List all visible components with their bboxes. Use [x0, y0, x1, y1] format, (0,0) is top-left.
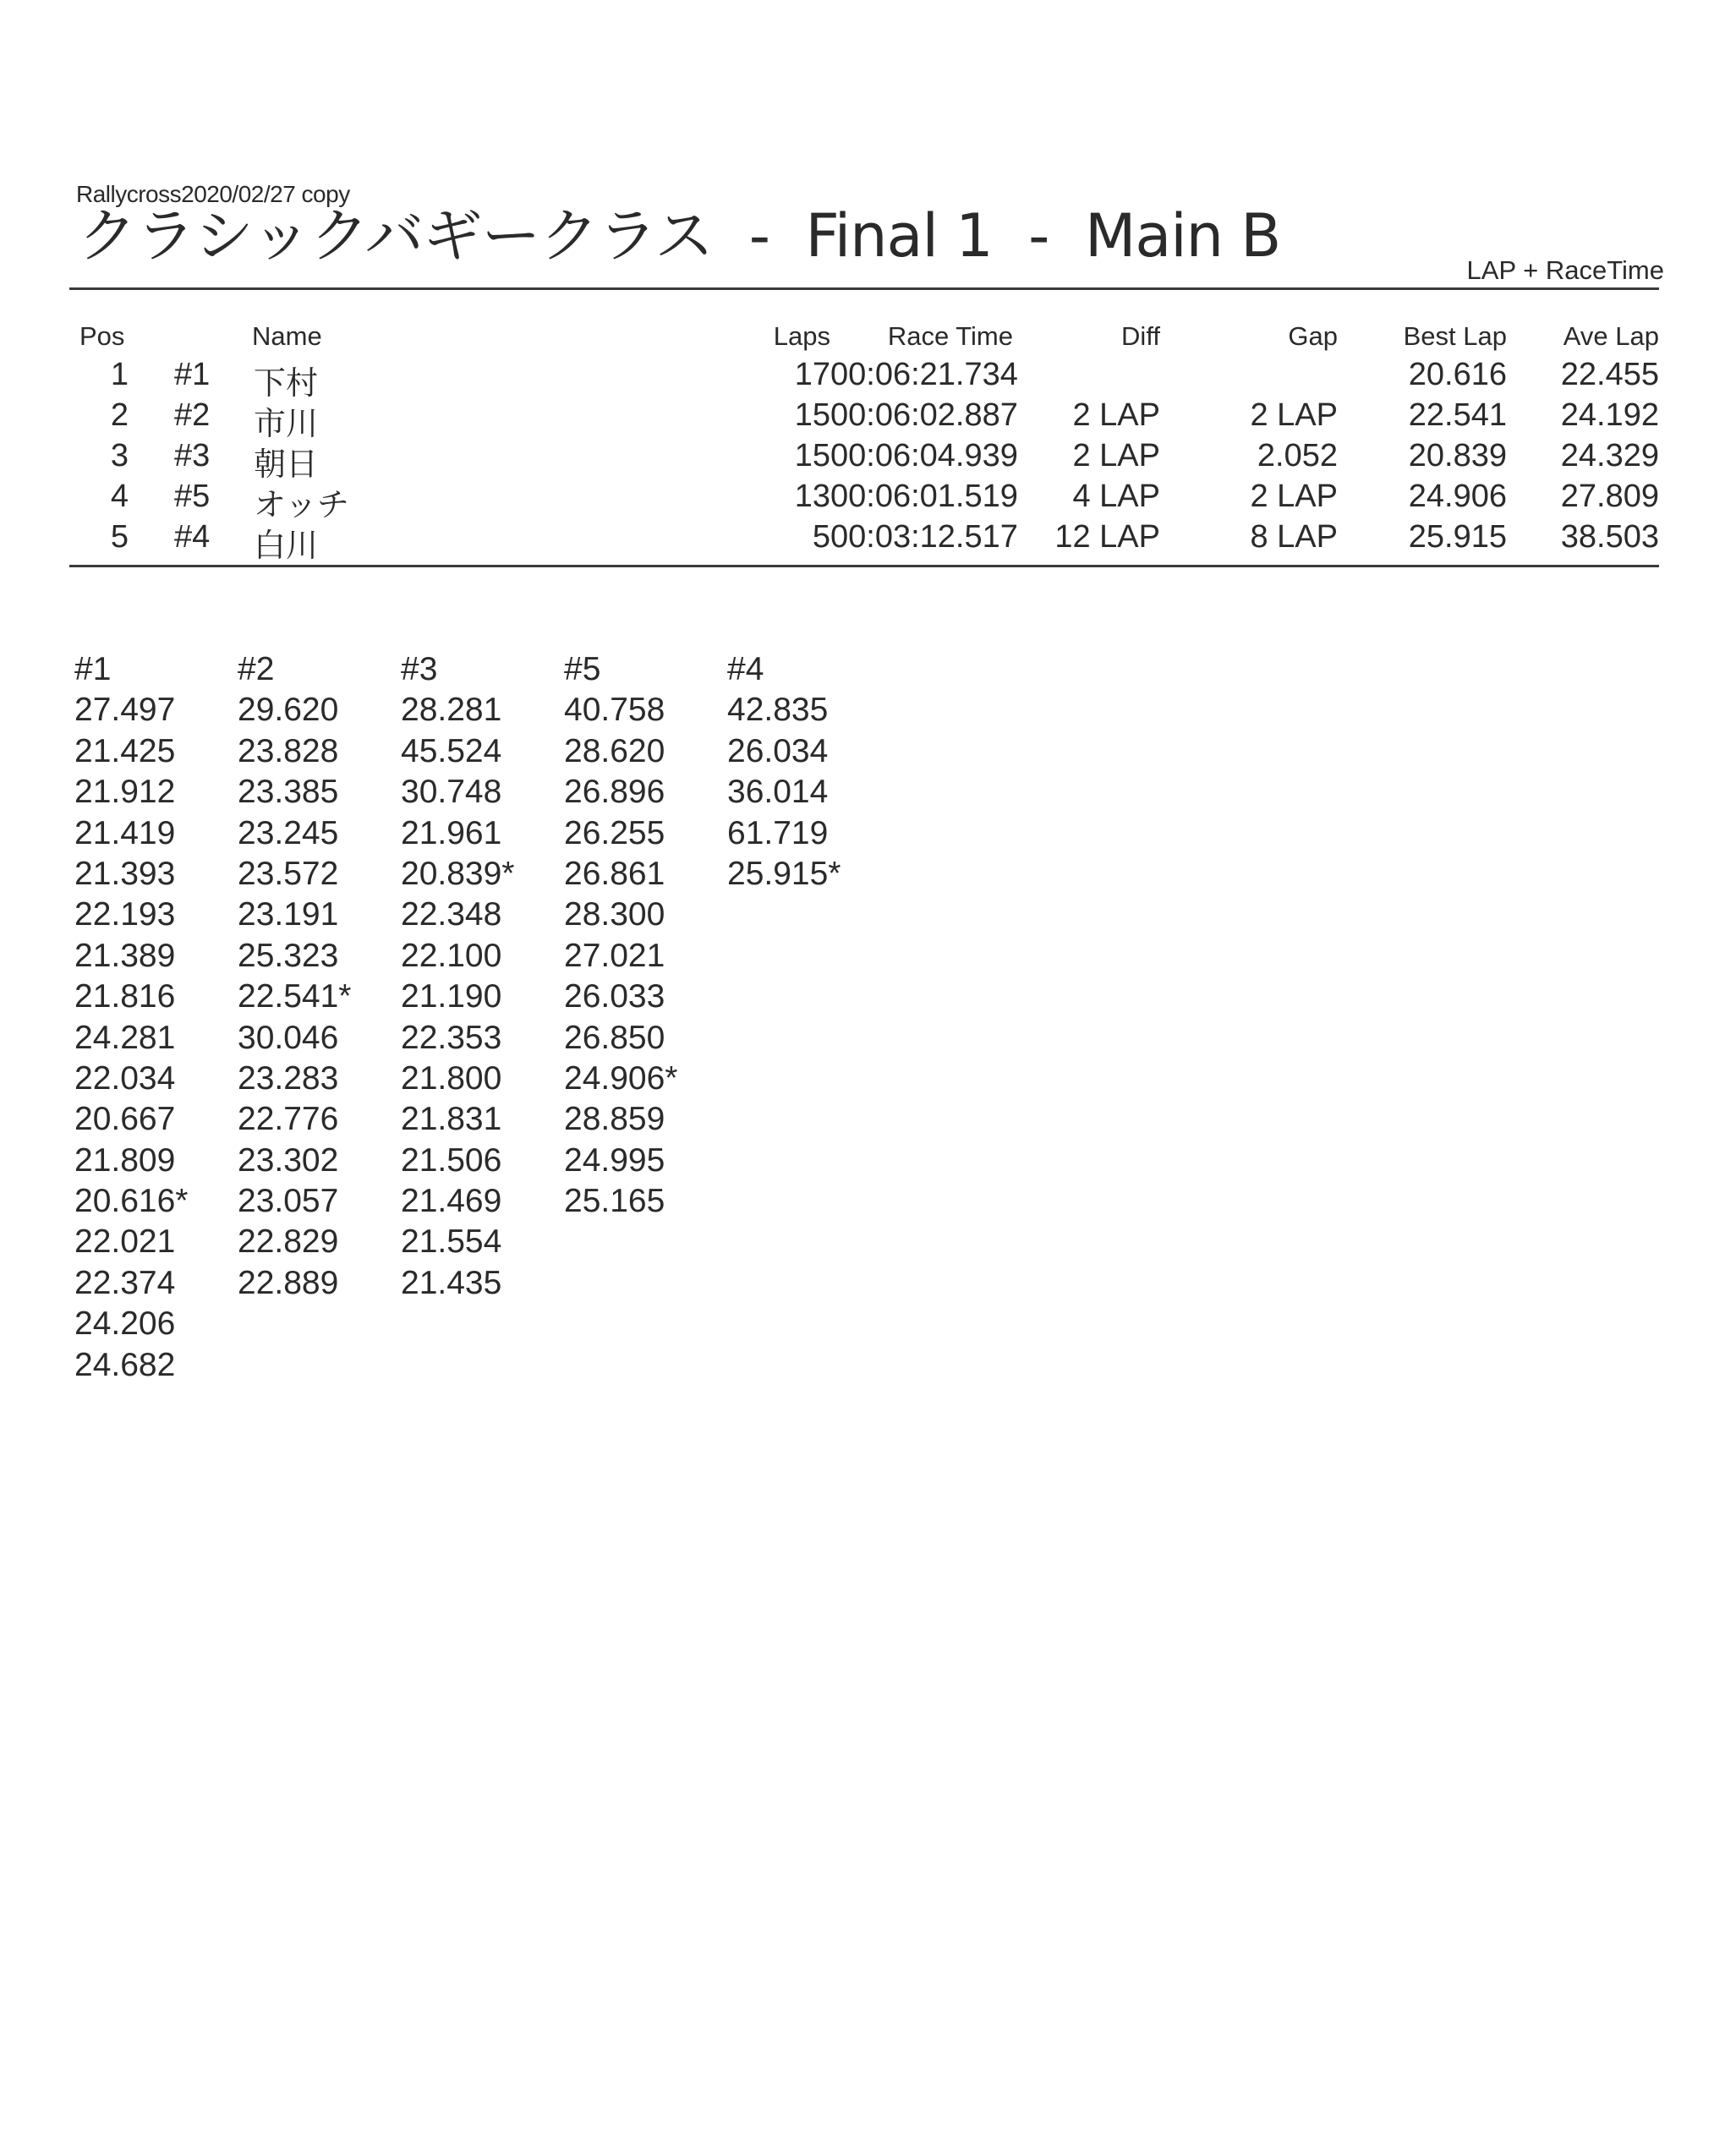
- lap-time: 23.828: [238, 732, 339, 769]
- position: 5: [110, 519, 129, 555]
- car-number: #1: [174, 357, 211, 392]
- driver-name: 白川: [254, 528, 319, 564]
- lap-column-header: #3: [401, 651, 438, 687]
- ave-lap: 27.809: [1560, 479, 1659, 514]
- lap-time: 22.353: [401, 1019, 502, 1056]
- diff: 12 LAP: [1054, 519, 1160, 555]
- lap-time: 21.961: [401, 814, 502, 851]
- best-lap: 20.839: [1408, 438, 1507, 473]
- lap-time: 24.281: [74, 1019, 176, 1056]
- best-lap: 20.616: [1408, 357, 1507, 392]
- column-header-gap: Gap: [1288, 321, 1338, 351]
- race-time: 00:06:02.887: [830, 397, 1018, 433]
- lap-time: 24.682: [74, 1346, 176, 1383]
- lap-time: 26.033: [564, 978, 665, 1015]
- column-header-pos: Pos: [79, 321, 125, 351]
- lap-time: 21.425: [74, 732, 176, 769]
- lap-time: 24.906*: [564, 1059, 678, 1097]
- position: 4: [110, 479, 129, 514]
- laps-count: 15: [794, 397, 830, 433]
- lap-time: 21.389: [74, 937, 176, 974]
- position: 1: [110, 357, 129, 392]
- race-time: 00:03:12.517: [830, 519, 1018, 555]
- lap-time: 30.046: [238, 1019, 339, 1056]
- lap-time: 23.283: [238, 1059, 339, 1097]
- best-lap: 22.541: [1408, 397, 1507, 433]
- lap-time: 21.190: [401, 978, 502, 1015]
- position: 3: [110, 438, 129, 473]
- race-time: 00:06:01.519: [830, 479, 1018, 514]
- column-header-best-lap: Best Lap: [1403, 321, 1507, 351]
- lap-time: 45.524: [401, 732, 502, 769]
- lap-time: 23.191: [238, 896, 339, 933]
- lap-time: 21.506: [401, 1141, 502, 1179]
- column-header-race-time: Race Time: [887, 321, 1013, 351]
- driver-name: 市川: [254, 407, 319, 442]
- gap: 2 LAP: [1250, 479, 1338, 514]
- lap-time: 36.014: [727, 774, 829, 811]
- event-name: Rallycross2020/02/27 copy: [76, 181, 350, 207]
- lap-time: 21.469: [401, 1183, 502, 1220]
- diff: 2 LAP: [1072, 438, 1160, 473]
- lap-column: [564, 649, 725, 1222]
- lap-time: 29.620: [238, 692, 339, 729]
- lap-time: 21.554: [401, 1223, 502, 1261]
- laps-count: 5: [812, 519, 830, 555]
- laps-count: 15: [794, 438, 830, 473]
- lap-time: 22.541*: [238, 978, 352, 1015]
- lap-time: 20.839*: [401, 855, 515, 892]
- lap-column-header: #2: [238, 651, 275, 687]
- lap-time: 22.021: [74, 1223, 176, 1261]
- lap-time: 21.809: [74, 1141, 176, 1179]
- position: 2: [110, 397, 129, 433]
- column-header-laps: Laps: [773, 321, 830, 351]
- car-number: #4: [174, 519, 211, 555]
- results-divider: [69, 565, 1659, 567]
- lap-time: 23.572: [238, 855, 339, 892]
- ave-lap: 24.192: [1560, 397, 1659, 433]
- lap-time: 21.831: [401, 1101, 502, 1138]
- lap-time: 28.281: [401, 692, 502, 729]
- lap-column: [74, 649, 235, 1386]
- lap-time: 21.393: [74, 855, 176, 892]
- lap-time: 21.816: [74, 978, 176, 1015]
- gap: 2.052: [1257, 438, 1338, 473]
- column-header-diff: Diff: [1121, 321, 1160, 351]
- report-type: LAP + RaceTime: [1466, 255, 1664, 285]
- lap-time: 21.435: [401, 1264, 502, 1301]
- lap-time: 23.245: [238, 814, 339, 851]
- lap-time: 22.374: [74, 1264, 176, 1301]
- ave-lap: 38.503: [1560, 519, 1659, 555]
- result-row: [69, 438, 1659, 483]
- lap-time: 26.861: [564, 855, 665, 892]
- car-number: #5: [174, 479, 211, 514]
- lap-time: 21.800: [401, 1059, 502, 1097]
- lap-column: [238, 649, 398, 1304]
- lap-time: 61.719: [727, 814, 829, 851]
- lap-time: 27.021: [564, 937, 665, 974]
- result-row: [69, 519, 1659, 564]
- lap-time: 23.057: [238, 1183, 339, 1220]
- gap: 8 LAP: [1250, 519, 1338, 555]
- header-divider: [69, 287, 1659, 290]
- lap-time: 26.896: [564, 774, 665, 811]
- lap-column: [727, 649, 888, 895]
- column-header-ave-lap: Ave Lap: [1563, 321, 1659, 351]
- diff: 2 LAP: [1072, 397, 1160, 433]
- result-row: [69, 397, 1659, 442]
- page-title: クラシックバギークラス - Final 1 - Main B: [78, 201, 1281, 271]
- car-number: #2: [174, 397, 211, 433]
- gap: 2 LAP: [1250, 397, 1338, 433]
- lap-time: 42.835: [727, 692, 829, 729]
- lap-time: 24.206: [74, 1305, 176, 1343]
- result-row: [69, 479, 1659, 523]
- lap-time: 28.859: [564, 1101, 665, 1138]
- best-lap: 24.906: [1408, 479, 1507, 514]
- ave-lap: 24.329: [1560, 438, 1659, 473]
- lap-time: 22.348: [401, 896, 502, 933]
- lap-time: 26.034: [727, 732, 829, 769]
- lap-time: 20.667: [74, 1101, 176, 1138]
- lap-time: 27.497: [74, 692, 176, 729]
- laps-count: 13: [794, 479, 830, 514]
- lap-column-header: #1: [74, 651, 112, 687]
- laps-count: 17: [794, 357, 830, 392]
- lap-time: 23.385: [238, 774, 339, 811]
- race-time: 00:06:04.939: [830, 438, 1018, 473]
- race-time: 00:06:21.734: [830, 357, 1018, 392]
- driver-name: 下村: [254, 366, 319, 402]
- driver-name: 朝日: [254, 447, 319, 483]
- diff: 4 LAP: [1072, 479, 1160, 514]
- lap-time: 26.255: [564, 814, 665, 851]
- lap-column-header: #5: [564, 651, 601, 687]
- lap-time: 40.758: [564, 692, 665, 729]
- lap-time: 22.889: [238, 1264, 339, 1301]
- best-lap: 25.915: [1408, 519, 1507, 555]
- lap-time: 22.776: [238, 1101, 339, 1138]
- lap-time: 24.995: [564, 1141, 665, 1179]
- lap-time: 23.302: [238, 1141, 339, 1179]
- lap-time: 22.100: [401, 937, 502, 974]
- driver-name: オッチ: [254, 488, 349, 523]
- lap-time: 22.193: [74, 896, 176, 933]
- lap-time: 22.829: [238, 1223, 339, 1261]
- lap-time: 25.165: [564, 1183, 665, 1220]
- car-number: #3: [174, 438, 211, 473]
- lap-time: 20.616*: [74, 1183, 189, 1220]
- lap-time: 30.748: [401, 774, 502, 811]
- lap-column-header: #4: [727, 651, 764, 687]
- ave-lap: 22.455: [1560, 357, 1659, 392]
- lap-time: 28.300: [564, 896, 665, 933]
- lap-column: [401, 649, 561, 1304]
- lap-time: 25.323: [238, 937, 339, 974]
- result-row: [69, 357, 1659, 402]
- column-header-name: Name: [252, 321, 322, 351]
- lap-time: 26.850: [564, 1019, 665, 1056]
- lap-time: 25.915*: [727, 855, 841, 892]
- lap-time: 21.419: [74, 814, 176, 851]
- lap-time: 22.034: [74, 1059, 176, 1097]
- lap-time: 21.912: [74, 774, 176, 811]
- lap-time: 28.620: [564, 732, 665, 769]
